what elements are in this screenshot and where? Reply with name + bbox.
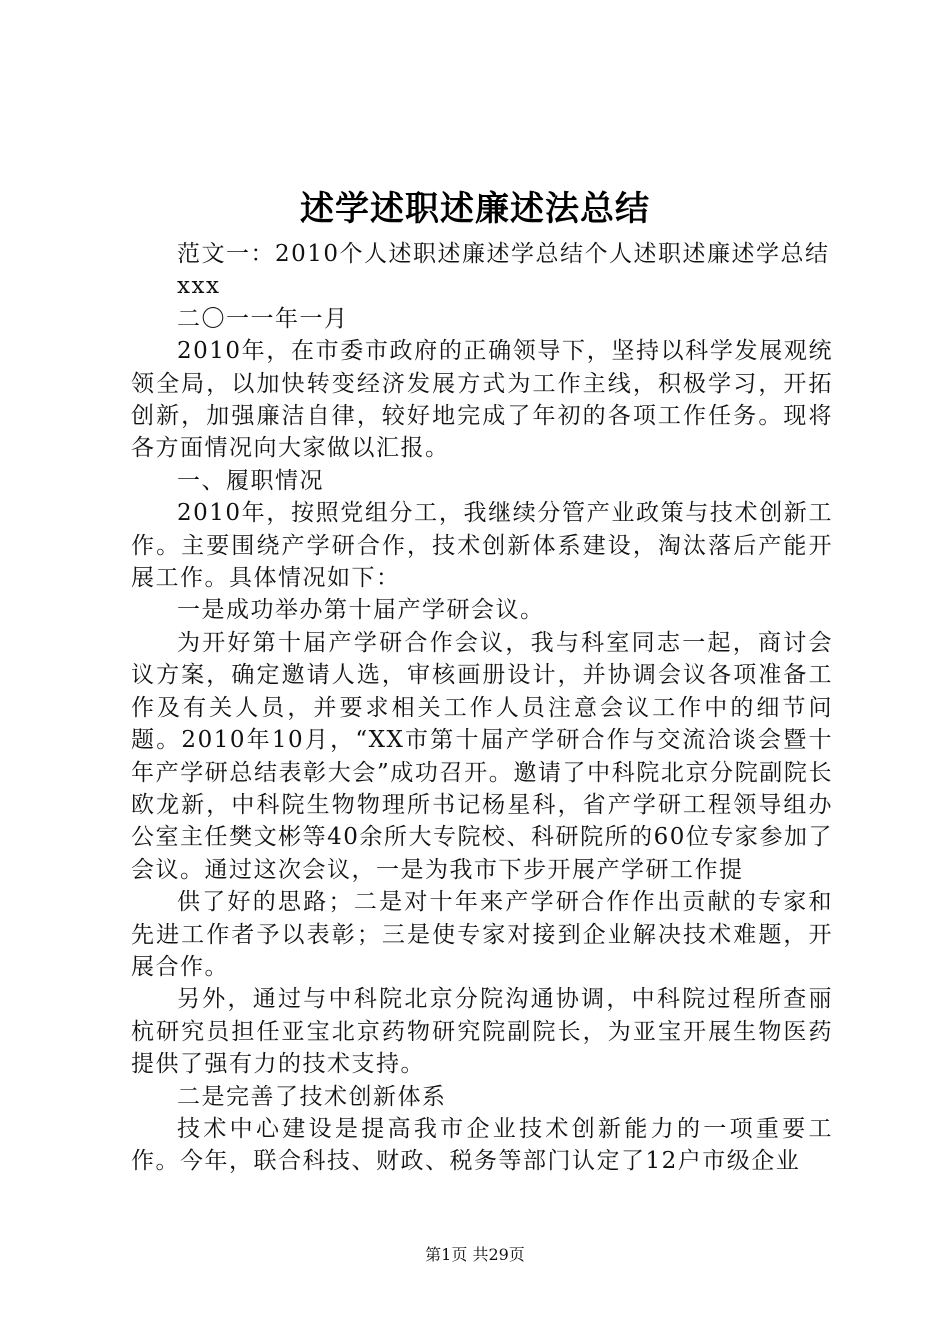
paragraph: 另外，通过与中科院北京分院沟通协调，中科院过程所查丽杭研究员担任亚宝北京药物研究院副院长，为亚宝开展生物医药提供了强有力的技术支持。 [131,986,833,1078]
paragraph: 二是完善了技术创新体系 [177,1083,447,1110]
paragraph: 供了好的思路；二是对十年来产学研合作作出贡献的专家和先进工作者予以表彰；三是使专家对接到企业解决技术难题，开展合作。 [131,889,833,980]
section-heading: 一、履职情况 [177,467,324,494]
paragraph: 为开好第十届产学研合作会议，我与科室同志一起，商讨会议方案，确定邀请人选，审核画册设计，并协调会议各项准备工作及有关人员，并要求相关工作人员注意会议工作中的细节问题。2010年10月，“XX市第十届产学研合作与交流洽谈会暨十年产学研总结表彰大会”成功召开。邀请了中科院北京分院副院长欧龙新，中科院生物物理所书记杨星科，省产学研工程领导组办公室主任樊文彬等40余所大专院校、科研院所的60位专家参加了会议。通过这次会议，一是为我市下步开展产学研工作提 [131,629,833,883]
paragraph: 2010年，在市委市政府的正确领导下，坚持以科学发展观统领全局，以加快转变经济发展方式为工作主线，积极学习，开拓创新，加强廉洁自律，较好地完成了年初的各项工作任务。现将各方面情况向大家做以汇报。 [131,338,833,462]
page-number-footer: 第1页 共29页 [425,1245,525,1264]
document-title: 述学述职述廉述法总结 [300,189,650,229]
paragraph: 技术中心建设是提高我市企业技术创新能力的一项重要工作。今年，联合科技、财政、税务等部门认定了12户市级企业 [131,1115,833,1175]
paragraph: 2010年，按照党组分工，我继续分管产业政策与技术创新工作。主要围绕产学研合作，技术创新体系建设，淘汰落后产能开展工作。具体情况如下： [131,500,833,592]
paragraph: xxx [177,273,221,300]
paragraph: 范文一：2010个人述职述廉述学总结个人述职述廉述学总结 [177,241,830,267]
paragraph: 一是成功举办第十届产学研会议。 [177,597,545,624]
paragraph: 二〇一一年一月 [177,305,349,332]
document-body [131,238,833,1178]
